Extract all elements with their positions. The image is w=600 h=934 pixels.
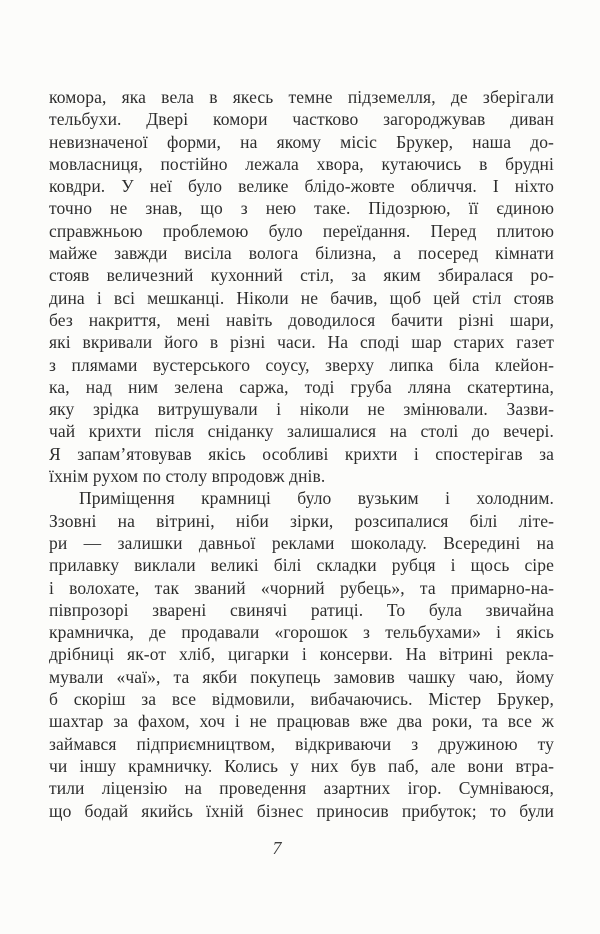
text-line: чи іншу крамничку. Колись у них був паб, але вони втра- — [49, 755, 554, 776]
text-line: тили ліцензію на проведення азартних ігор. Сумніваюся, — [49, 778, 554, 799]
text-line: яку зрідка витрушували і ніколи не змінювали. Зазви- — [49, 399, 554, 420]
page-number: 7 — [272, 838, 282, 858]
text-line: справжньою проблемою було переїдання. Перед плитою — [49, 220, 554, 241]
text-line: комора, яка вела в якесь темне підземелля, де зберігали — [49, 87, 554, 107]
text-line: займався підприємництвом, відкриваючи з дружиною ту — [49, 733, 554, 754]
text-line: ка, над ним зелена саржа, тоді груба лляна скатертина, — [49, 376, 554, 397]
text-line: їхнім рухом по столу впродовж днів. — [49, 466, 326, 487]
text-line: тельбухи. Двері комори частково загороджував диван — [49, 109, 554, 130]
text-line: без накриття, мені навіть доводилося бачити різні шари, — [49, 309, 554, 330]
text-line: Ззовні на вітрині, ніби зірки, розсипалися білі літе- — [49, 510, 554, 531]
text-line: дрібниці як-от хліб, цигарки і консерви. На вітрині рекла- — [49, 644, 554, 665]
text-line: невизначеної форми, на якому місіс Брукер, наша до- — [49, 131, 554, 152]
text-line: б скоріш за все відмовили, вибачаючись. Містер Брукер, — [49, 689, 554, 710]
text-line: шахтар за фахом, хоч і не працював вже два роки, та все ж — [49, 711, 554, 732]
text-line: мували «чаї», та якби покупець замовив чашку чаю, йому — [49, 666, 554, 687]
text-line: крамничка, де продавали «горошок з тельбухами» і якісь — [49, 622, 554, 643]
text-line: точно не знав, що з нею таке. Підозрюю, її єдиною — [49, 198, 554, 219]
text-line: які вкривали його в різні часи. На споді шар старих газет — [49, 332, 554, 353]
page-text — [49, 86, 554, 822]
text-line: прилавку виклали великі білі складки рубця і щось сіре — [49, 555, 554, 576]
text-line: що бодай якийсь їхній бізнес приносив прибуток; то були — [49, 800, 554, 821]
text-line: ковдри. У неї було велике блідо-жовте обличчя. І ніхто — [49, 176, 554, 197]
text-line: півпрозорі зварені свинячі ратиці. То була звичайна — [49, 599, 554, 620]
text-line: Я запам’ятовував якісь особливі крихти і спостерігав за — [49, 443, 554, 464]
text-line: мовласниця, постійно лежала хвора, кутаючись в брудні — [49, 153, 554, 174]
text-line: чай крихти після сніданку залишалися на столі до вечері. — [49, 421, 554, 442]
text-line: Приміщення крамниці було вузьким і холодним. — [79, 488, 554, 509]
text-line: ри — залишки давньої реклами шоколаду. Всередині на — [49, 532, 554, 553]
text-line: дина і всі мешканці. Ніколи не бачив, щоб цей стіл стояв — [49, 287, 554, 308]
text-line: і волохате, так званий «чорний рубець», та примарно-на- — [49, 577, 554, 598]
text-line: стояв величезний кухонний стіл, за яким збиралася ро- — [49, 265, 554, 286]
text-line: майже завжди висіла волога білизна, а посеред кімнати — [49, 243, 554, 264]
text-line: з плямами вустерського соусу, зверху липка біла клейон- — [49, 354, 554, 375]
